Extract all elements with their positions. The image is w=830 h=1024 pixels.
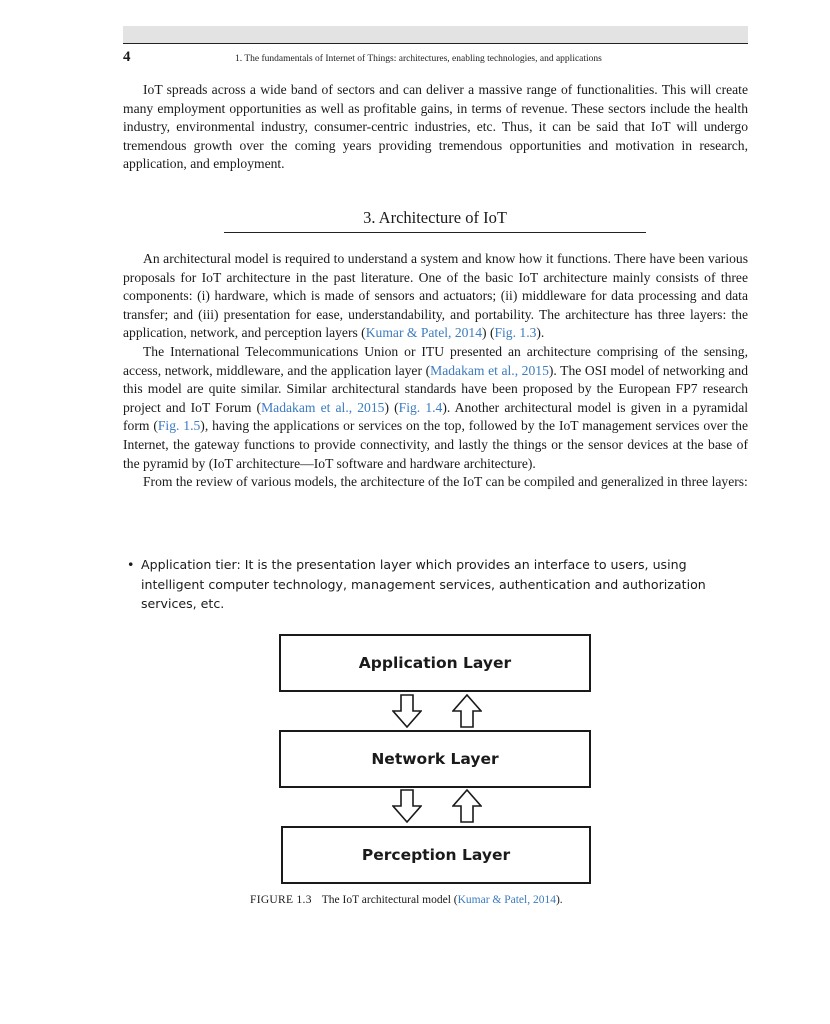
citation-link[interactable]: Kumar & Patel, 2014 [457,894,556,906]
citation-link[interactable]: Madakam et al., 2015 [430,362,549,378]
intro-paragraph [123,81,748,174]
network-layer-box: Network Layer [279,730,591,788]
section-title: 3. Architecture of IoT [363,208,507,227]
caption-label: FIGURE 1.3 [250,894,312,906]
paragraph-b-text: ). The OSI model of networking and this model are quite similar. Similar architectural standards have been proposed by the European FP7 research project and IoT Forum ( [123,362,749,415]
paragraph-a-text: An architectural model is required to understand a system and know how it functions. There have been various proposals for IoT architecture in the past literature. One of the basic IoT architecture mainly consists of three components: (i) hardware, which is made of sensors and actuators; (ii) middleware for data processing and data transfer; and (iii) presentation for ease, understandability, and portability. The architecture has three layers: the application, network, and perception layers ( [123,251,748,341]
paragraph-a-end: ). [536,325,545,341]
header-band [123,26,748,44]
paragraph-b-text: The International Telecommunications Union or ITU presented an architecture comprising of the sensing, access, network, middleware, and the application layer ( [123,343,748,378]
up-arrow-icon [452,694,482,728]
up-arrow-icon [452,789,482,823]
paragraph-c: From the review of various models, the architecture of the IoT can be compiled and generalized in three layers: [143,474,748,490]
paragraph-b [123,343,748,473]
figure-link[interactable]: Fig. 1.4 [398,399,443,415]
figure-link[interactable]: Fig. 1.3 [494,325,537,341]
bullet-list [123,555,748,614]
section-heading [224,208,646,233]
bullet-marker: • [127,557,135,572]
down-arrow-icon [392,789,422,823]
down-arrow-icon [392,694,422,728]
paragraph-b-text: ). Another architectural model is given in a pyramidal form ( [123,399,749,434]
citation-link[interactable]: Kumar & Patel, 2014 [365,325,483,341]
figure-link[interactable]: Fig. 1.5 [157,418,201,434]
paragraph-b-text: ) ( [384,399,399,415]
paragraph-a [123,250,748,343]
running-head: 1. The fundamentals of Internet of Things: architectures, enabling technologies, and applications [235,54,602,64]
intro-text: IoT spreads across a wide band of sectors and can deliver a massive range of functionalities. This will create many employment opportunities as well as profitable gains, in terms of revenue. These sectors include the health industry, environmental industry, consumer-centric industries, etc. Thus, it can be said that IoT will undergo tremendous growth over the coming years providing tremendous opportunities and motivation in research, application, and employment. [123,82,748,172]
figure-caption [250,894,563,906]
perception-layer-box: Perception Layer [281,826,591,884]
caption-text: The IoT architectural model ( [321,894,458,906]
caption-end: ). [555,894,563,906]
paragraph-b-text: ), having the applications or services on the top, followed by the IoT management services over the Internet, the gateway functions to provide connectivity, and lastly the things or the sensor devices at the base of the pyramid by (IoT architecture—IoT software and hardware architecture). [123,418,748,471]
citation-link[interactable]: Madakam et al., 2015 [261,399,385,415]
bullet-item: Application tier: It is the presentation layer which provides an interface to users, using intelligent computer technology, management services, authentication and authorization services, etc. [141,557,706,611]
section-body [123,250,748,492]
application-layer-box: Application Layer [279,634,591,692]
paragraph-a-mid: ) ( [482,325,495,341]
page-number: 4 [123,49,131,65]
